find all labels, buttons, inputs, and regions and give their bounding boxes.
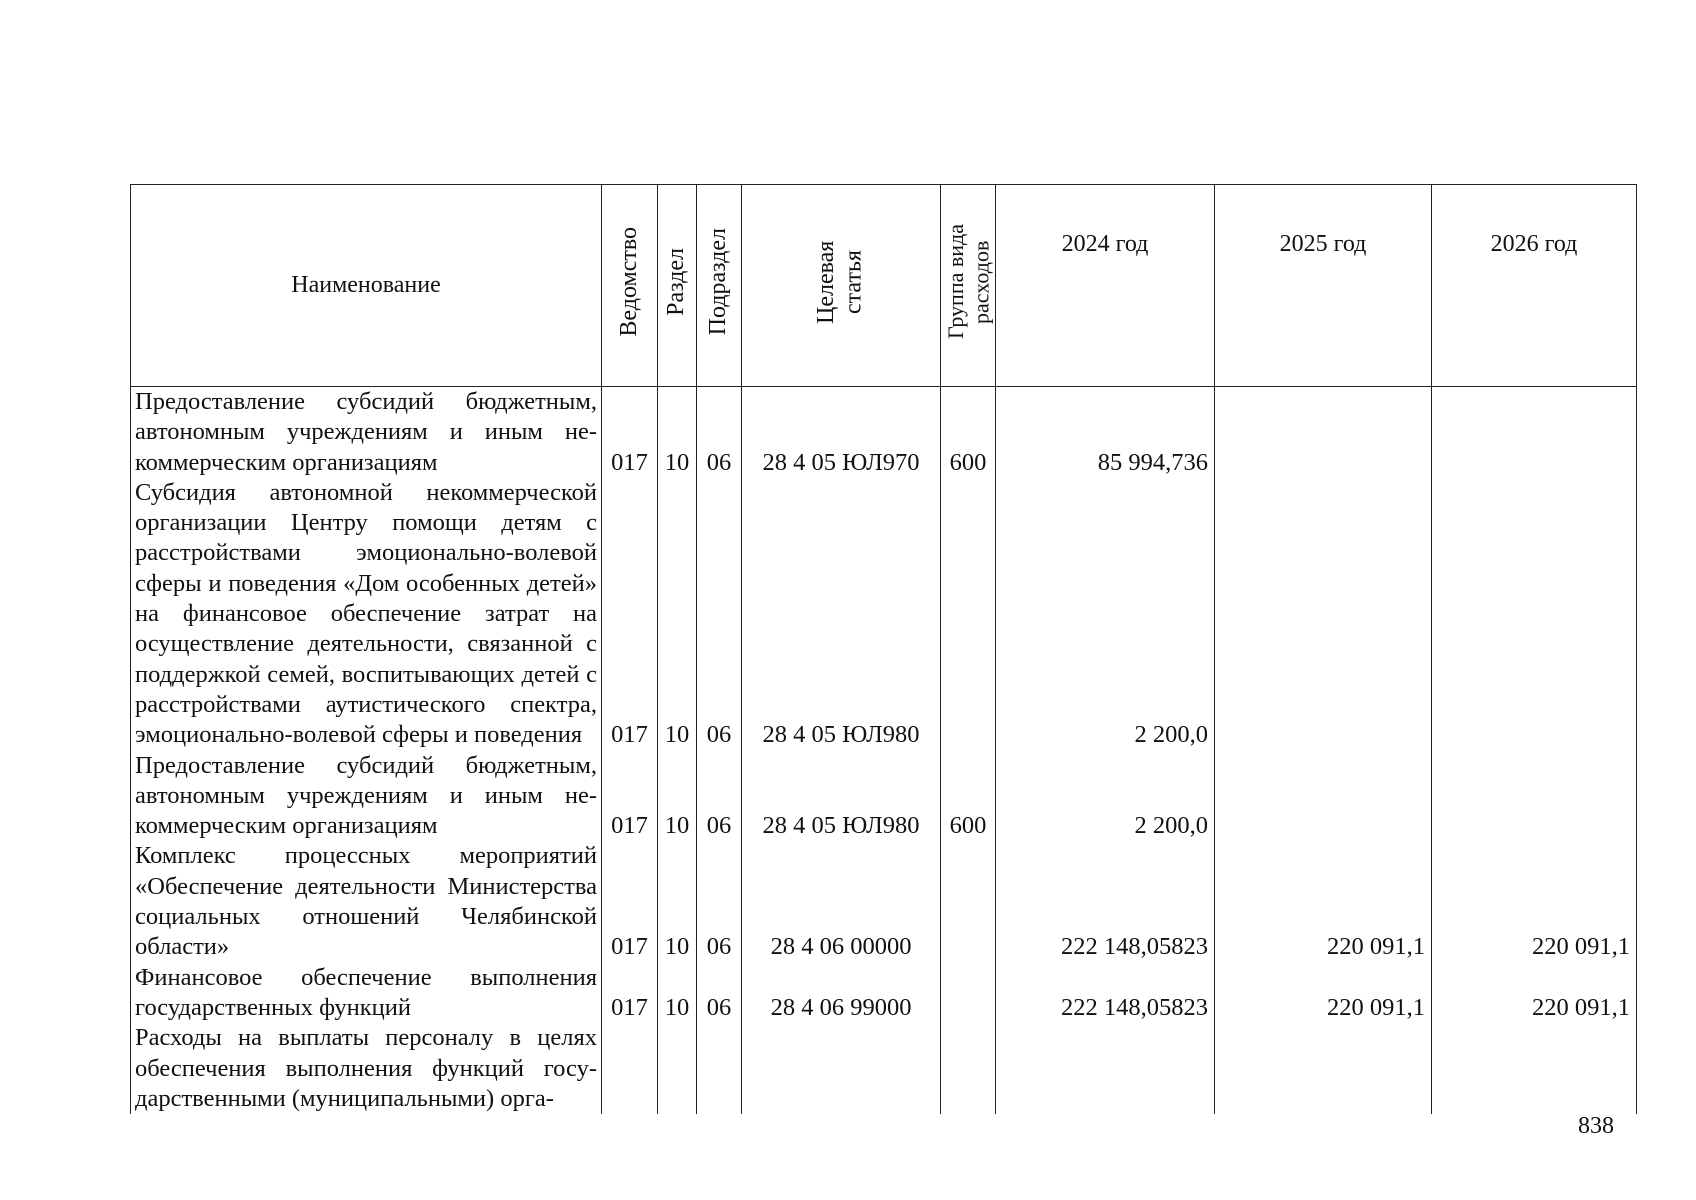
- header-celevaya: Целевая статья: [742, 185, 941, 387]
- table-row: [131, 478, 1637, 751]
- row-2025: 220 091,1: [1215, 963, 1432, 1024]
- row-gruppa: 600: [941, 387, 996, 478]
- header-vedomstvo: Ведомство: [602, 185, 658, 387]
- row-name: Комплекс процессных мероприятий «Обеспечение деятельности Министерства социальных отношений Челябинской области»: [131, 841, 602, 962]
- row-podrazdel: [697, 1023, 742, 1114]
- row-vedomstvo: [602, 1023, 658, 1114]
- row-gruppa: [941, 841, 996, 962]
- table-row: [131, 1023, 1637, 1114]
- row-2026: [1432, 751, 1637, 842]
- row-2026: 220 091,1: [1432, 963, 1637, 1024]
- table-row: [131, 751, 1637, 842]
- header-razdel: Раздел: [658, 185, 697, 387]
- row-2024: 2 200,0: [996, 751, 1215, 842]
- row-razdel: 10: [658, 387, 697, 478]
- row-podrazdel: 06: [697, 963, 742, 1024]
- header-2025: 2025 год: [1215, 185, 1432, 387]
- row-celevaya: [742, 1023, 941, 1114]
- row-vedomstvo: 017: [602, 751, 658, 842]
- row-2025: [1215, 751, 1432, 842]
- row-celevaya: 28 4 05 ЮЛ980: [742, 478, 941, 751]
- header-podrazdel: Подраздел: [697, 185, 742, 387]
- table-row: [131, 841, 1637, 962]
- row-podrazdel: 06: [697, 751, 742, 842]
- row-vedomstvo: 017: [602, 841, 658, 962]
- row-podrazdel: 06: [697, 478, 742, 751]
- row-2024: 222 148,05823: [996, 841, 1215, 962]
- header-2026: 2026 год: [1432, 185, 1637, 387]
- row-name: Предоставление субсидий бюджетным, автономным учреждениям и иным некоммерческим организациям: [131, 751, 602, 842]
- row-razdel: 10: [658, 751, 697, 842]
- row-celevaya: 28 4 06 00000: [742, 841, 941, 962]
- row-name: Расходы на выплаты персоналу в целях обеспечения выполнения функций государственными (муниципальными) орга-: [131, 1023, 602, 1114]
- row-2025: [1215, 478, 1432, 751]
- row-gruppa: [941, 1023, 996, 1114]
- row-name: Субсидия автономной некоммерческой организации Центру помощи детям с расстройствами эмоционально-волевой сферы и поведения «Дом особенных детей» на финансовое обеспечение затрат на осуществление деятельности, связанной с поддержкой семей, воспитывающих детей с расстройствами аутистического спектра, эмоционально-волевой сферы и поведения: [131, 478, 602, 751]
- row-name: Предоставление субсидий бюджетным, автономным учреждениям и иным некоммерческим организациям: [131, 387, 602, 478]
- row-2025: [1215, 387, 1432, 478]
- row-2024: [996, 1023, 1215, 1114]
- row-2024: 222 148,05823: [996, 963, 1215, 1024]
- table-body: [131, 387, 1637, 1115]
- table-row: [131, 387, 1637, 478]
- header-name: Наименование: [131, 185, 602, 387]
- row-celevaya: 28 4 05 ЮЛ980: [742, 751, 941, 842]
- table-row: [131, 963, 1637, 1024]
- row-vedomstvo: 017: [602, 963, 658, 1024]
- row-vedomstvo: 017: [602, 387, 658, 478]
- row-2026: [1432, 1023, 1637, 1114]
- row-2024: 2 200,0: [996, 478, 1215, 751]
- row-celevaya: 28 4 05 ЮЛ970: [742, 387, 941, 478]
- row-2026: [1432, 478, 1637, 751]
- row-gruppa: 600: [941, 751, 996, 842]
- row-razdel: 10: [658, 478, 697, 751]
- row-razdel: 10: [658, 841, 697, 962]
- row-2024: 85 994,736: [996, 387, 1215, 478]
- row-celevaya: 28 4 06 99000: [742, 963, 941, 1024]
- row-razdel: [658, 1023, 697, 1114]
- table-header: [131, 185, 1637, 387]
- row-2026: 220 091,1: [1432, 841, 1637, 962]
- budget-table: [130, 184, 1637, 1114]
- row-2026: [1432, 387, 1637, 478]
- row-podrazdel: 06: [697, 387, 742, 478]
- page-number: 838: [1578, 1113, 1614, 1139]
- row-gruppa: [941, 478, 996, 751]
- row-gruppa: [941, 963, 996, 1024]
- row-razdel: 10: [658, 963, 697, 1024]
- row-2025: 220 091,1: [1215, 841, 1432, 962]
- header-gruppa: Группа вида расходов: [941, 185, 996, 387]
- row-podrazdel: 06: [697, 841, 742, 962]
- row-vedomstvo: 017: [602, 478, 658, 751]
- row-name: Финансовое обеспечение выполнения государственных функций: [131, 963, 602, 1024]
- row-2025: [1215, 1023, 1432, 1114]
- header-2024: 2024 год: [996, 185, 1215, 387]
